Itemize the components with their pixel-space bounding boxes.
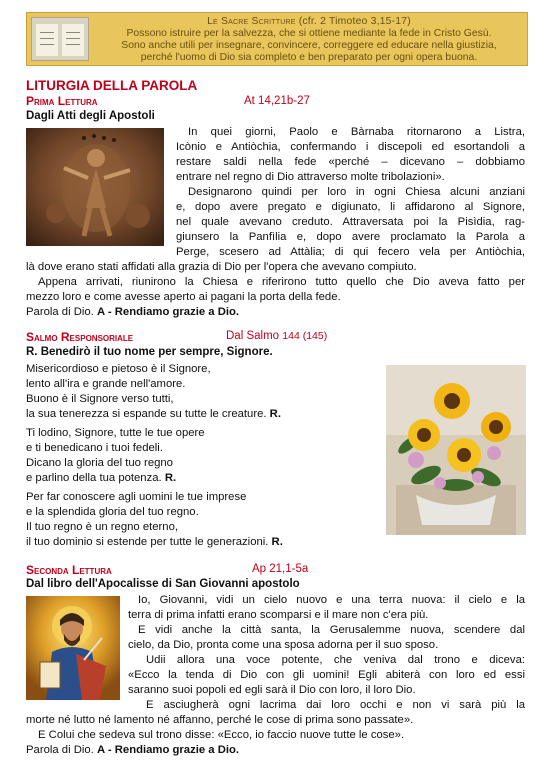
sunflower-bouquet-image — [386, 365, 526, 535]
psalm-verse-last — [26, 471, 176, 485]
second-reading-line: Io, Giovanni, vidi un cielo nuovo e una terra nuova: il cielo e la — [138, 594, 525, 606]
second-reading-line: saranno suoi popoli ed egli sarà il Dio con loro, il loro Dio. — [128, 684, 416, 696]
open-book-icon — [31, 17, 89, 61]
saint-john-icon-image — [26, 596, 120, 700]
second-reading-closing — [26, 743, 239, 757]
first-reading-line: là dove erano stati affidati alla grazia di Dio per l'opera che avevano compiuto. — [26, 261, 417, 273]
psalm-verse: Ti lodino, Signore, tutte le tue opere — [26, 427, 205, 439]
psalm-heading: Salmo Responsoriale — [26, 330, 134, 344]
psalm-verse: Per far conoscere agli uomini le tue imprese — [26, 491, 247, 503]
psalm-response-marker: R. — [269, 408, 281, 420]
first-reading-line: mezzo loro e come avesse aperto ai pagani la porta della fede. — [26, 291, 341, 303]
psalm-ref-prefix: Dal Salmo — [226, 330, 280, 342]
liturgy-title: LITURGIA DELLA PAROLA — [26, 78, 198, 93]
second-reading-line: terra di prima infatti erano scomparsi e il mare non c'era più. — [128, 609, 429, 621]
psalm-verse: Il tuo regno è un regno eterno, — [26, 521, 178, 533]
banner-line: perché l'uomo di Dio sia completo e ben preparato per ogni opera buona. — [140, 52, 478, 63]
psalm-verse: il tuo dominio si estende per tutte le generazioni. — [26, 536, 269, 548]
second-reading-line: E vidi anche la città santa, la Gerusalemme nuova, scendere dal — [138, 624, 525, 636]
first-reading-line: Designarono quindi per loro in ogni Chiesa alcuni anziani — [188, 186, 525, 198]
second-reading-heading: Seconda Lettura — [26, 563, 112, 577]
assembly-response: A - Rendiamo grazie a Dio. — [96, 744, 240, 756]
second-reading-line: E asciugherà ogni lacrima dai loro occhi e non vi sarà più la — [146, 699, 525, 711]
banner-ref: (cfr. 2 Timoteo 3,15-17) — [298, 16, 411, 27]
bronze-relief-image — [26, 128, 164, 246]
psalm-verse: Misericordioso e pietoso è il Signore, — [26, 363, 211, 375]
first-reading-closing — [26, 305, 239, 319]
banner-line: Sono anche utili per insegnare, convincere, correggere ed educare nella giustizia, — [121, 40, 497, 51]
psalm-response-marker: R. — [164, 472, 177, 484]
closing-text: Parola di Dio. — [26, 306, 94, 318]
psalm-verse: Buono è il Signore verso tutti, — [26, 393, 174, 405]
second-reading-ref: Ap 21,1-5a — [252, 563, 309, 575]
first-reading-line: nel quale avevano creduto. Attraversata poi la Pisìdia, rag- — [176, 216, 525, 228]
psalm-refrain: R. Benedirò il tuo nome per sempre, Signore. — [26, 346, 273, 358]
first-reading-line: In quei giorni, Paolo e Bàrnaba ritornarono a Listra, — [188, 126, 525, 138]
psalm-verse: e la splendida gloria del tuo regno. — [26, 506, 199, 518]
first-reading-ref: At 14,21b-27 — [244, 95, 310, 107]
banner-text — [93, 16, 525, 64]
assembly-response: A - Rendiamo grazie a Dio. — [96, 306, 240, 318]
banner-title: Le Sacre Scritture — [207, 16, 296, 27]
psalm-verse-last — [26, 535, 283, 549]
psalm-verse: la sua tenerezza si espande su tutte le creature. — [26, 408, 267, 420]
first-reading-line: entrare nel regno di Dio attraverso molte tribolazioni». — [176, 171, 445, 183]
first-reading-line: e, dopo avere pregato e digiunato, li affidarono al Signore, — [176, 201, 525, 213]
second-reading-line: Udii allora una voce potente, che veniva dal trono e diceva: — [146, 654, 525, 666]
psalm-ref-num: 144 (145) — [282, 330, 328, 342]
first-reading-heading: Prima Lettura — [26, 94, 98, 108]
psalm-verse: e parlino della tua potenza. — [26, 472, 162, 484]
psalm-response-marker: R. — [271, 536, 283, 548]
first-reading-line: restare saldi nella fede «perché – dicevano – dobbiamo — [176, 156, 525, 168]
psalm-ref — [226, 330, 327, 342]
first-reading-source: Dagli Atti degli Apostoli — [26, 110, 155, 122]
second-reading-source: Dal libro dell'Apocalisse di San Giovanni apostolo — [26, 578, 300, 590]
first-reading-line: Perge, scesero ad Attàlia; di qui fecero vela per Antiòchia, — [176, 246, 525, 258]
psalm-verse: e ti benedicano i tuoi fedeli. — [26, 442, 163, 454]
psalm-verse: Dicano la gloria del tuo regno — [26, 457, 173, 469]
closing-text: Parola di Dio. — [26, 744, 94, 756]
psalm-verse: lento all'ira e grande nell'amore. — [26, 378, 186, 390]
second-reading-line: cielo, da Dio, pronta come una sposa adorna per il suo sposo. — [128, 639, 439, 651]
first-reading-line: Appena arrivati, riunirono la Chiesa e riferirono tutto quello che Dio aveva fatto per — [38, 276, 525, 288]
psalm-verse-last — [26, 407, 281, 421]
first-reading-line: Icònio e Antiòchia, confermando i discepoli ed esortandoli a — [176, 141, 525, 153]
scripture-banner — [26, 12, 528, 66]
second-reading-line: «Ecco la tenda di Dio con gli uomini! Egli abiterà con loro ed essi — [128, 669, 525, 681]
second-reading-line: morte né lutto né lamento né affanno, perché le cose di prima sono passate». — [26, 714, 414, 726]
banner-line: Possono istruire per la salvezza, che si ottiene mediante la fede in Cristo Gesù. — [126, 28, 492, 39]
second-reading-line: E Colui che sedeva sul trono disse: «Ecco, io faccio nuove tutte le cose». — [38, 729, 405, 741]
first-reading-line: giunsero la Panfìlia e, dopo avere proclamato la Parola a — [176, 231, 525, 243]
